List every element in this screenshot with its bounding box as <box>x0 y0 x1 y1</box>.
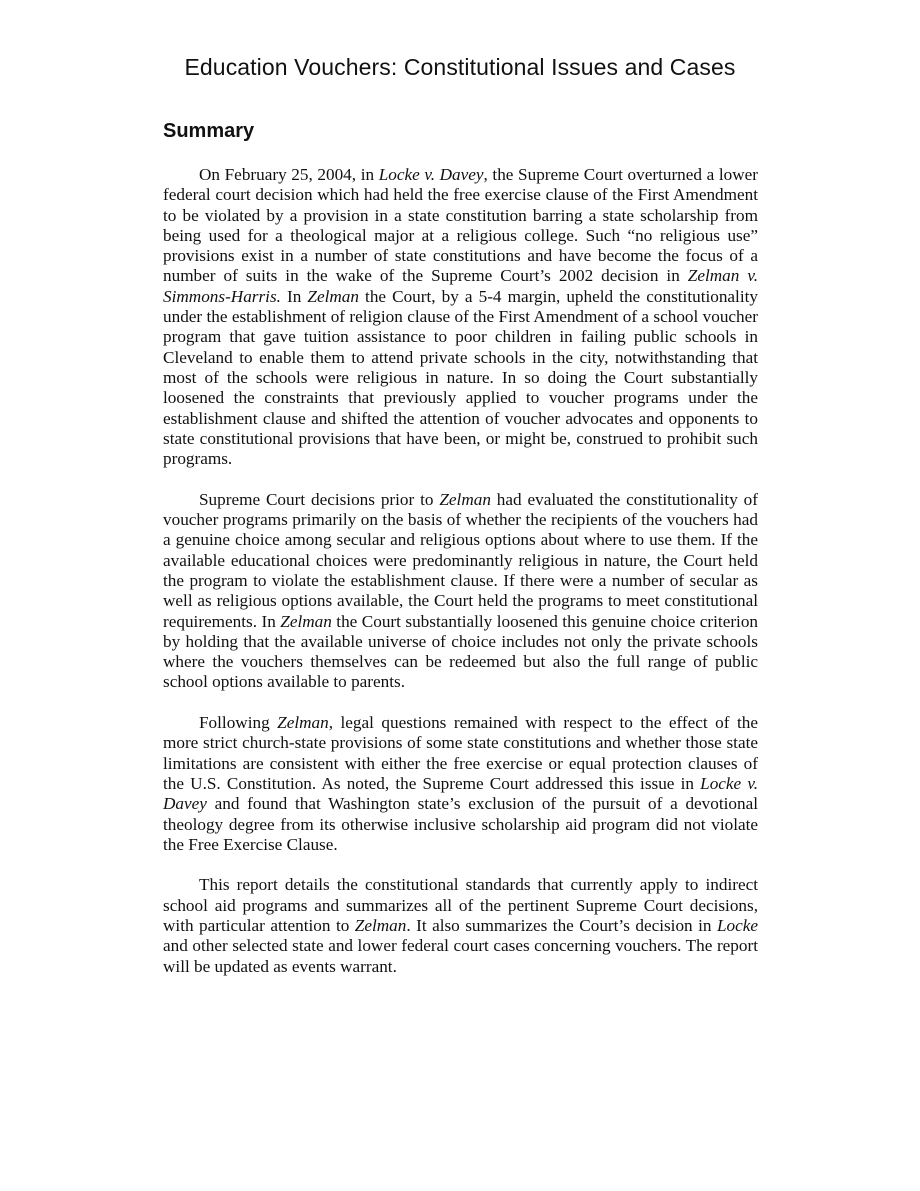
case-name-italic: Zelman <box>307 286 359 306</box>
summary-body <box>163 165 758 997</box>
summary-paragraph <box>163 490 758 693</box>
paragraph-text-run: , the Supreme Court overturned a lower federal court decision which had held the free exercise clause of the First Amendment to be violated by a provision in a state constitution barring a state scholarship from being used for a theological major at a religious college. Such “no religious use” provisions exist in a number of state constitutions and have become the focus of a number of suits in the wake of the Supreme Court’s 2002 decision in <box>163 165 758 286</box>
paragraph-text-run: On February 25, 2004, in <box>199 165 379 184</box>
paragraph-text-run: , legal questions remained with respect to the effect of the more strict church-state provisions of some state constitutions and whether those state limitations are consistent with either the free exercise or equal protection clauses of the U.S. Constitution. As noted, the Supreme Court addressed this issue in <box>163 713 758 793</box>
summary-paragraph <box>163 713 758 855</box>
paragraph-text-run: Supreme Court decisions prior to <box>199 489 440 509</box>
case-name-italic: Zelman v. Simmons-Harris. <box>163 266 758 306</box>
section-heading-summary: Summary <box>163 120 255 142</box>
paragraph-text-run: This report details the constitutional standards that currently apply to indirect school aid programs and summarizes all of the pertinent Supreme Court decisions, with particular attention to <box>163 875 758 935</box>
case-name-italic: Locke v. Davey <box>378 165 484 184</box>
case-name-italic: Locke <box>716 915 758 935</box>
paragraph-text-run: the Court substantially loosened this genuine choice criterion by holding that the available universe of choice includes not only the private schools where the vouchers themselves can be redeemed but also the full range of public school options available to parents. <box>163 611 759 692</box>
case-name-italic: Zelman <box>439 489 491 509</box>
paragraph-text-run: . It also summarizes the Court’s decision in <box>406 915 717 935</box>
case-name-italic: Zelman <box>277 713 329 733</box>
summary-paragraph <box>163 165 758 469</box>
case-name-italic: Locke v. Davey <box>163 773 758 814</box>
paragraph-text-run: In <box>280 286 308 306</box>
paragraph-text-run: Following <box>199 713 278 733</box>
paragraph-text-run: and other selected state and lower federal court cases concerning vouchers. The report will be updated as events warrant. <box>163 936 758 976</box>
paragraph-text-run: had evaluated the constitutionality of voucher programs primarily on the basis of whether the recipients of the vouchers had a genuine choice among secular and religious options about where to use them. If the available educational choices were predominantly religious in nature, the Court held the program to violate the establishment clause. If there were a number of secular as well as religious options available, the Court held the programs to meet constitutional requirements. In <box>163 489 758 631</box>
document-title: Education Vouchers: Constitutional Issues and Cases <box>184 54 736 80</box>
case-name-italic: Zelman <box>354 915 407 935</box>
summary-paragraph <box>163 875 758 976</box>
paragraph-text-run: and found that Washington state’s exclusion of the pursuit of a devotional theology degree from its otherwise inclusive scholarship aid program did not violate the Free Exercise Clause. <box>163 794 758 854</box>
case-name-italic: Zelman <box>280 611 332 631</box>
paragraph-text-run: the Court, by a 5-4 margin, upheld the constitutionality under the establishment of religion clause of the First Amendment of a school voucher program that gave tuition assistance to poor children in failing public schools in Cleveland to enable them to attend private schools in the city, notwithstanding that most of the schools were religious in nature. In so doing the Court substantially loosened the constraints that previously applied to voucher programs under the establishment clause and shifted the attention of voucher advocates and opponents to state constitutional provisions that have been, or might be, construed to prohibit such programs. <box>163 286 758 469</box>
